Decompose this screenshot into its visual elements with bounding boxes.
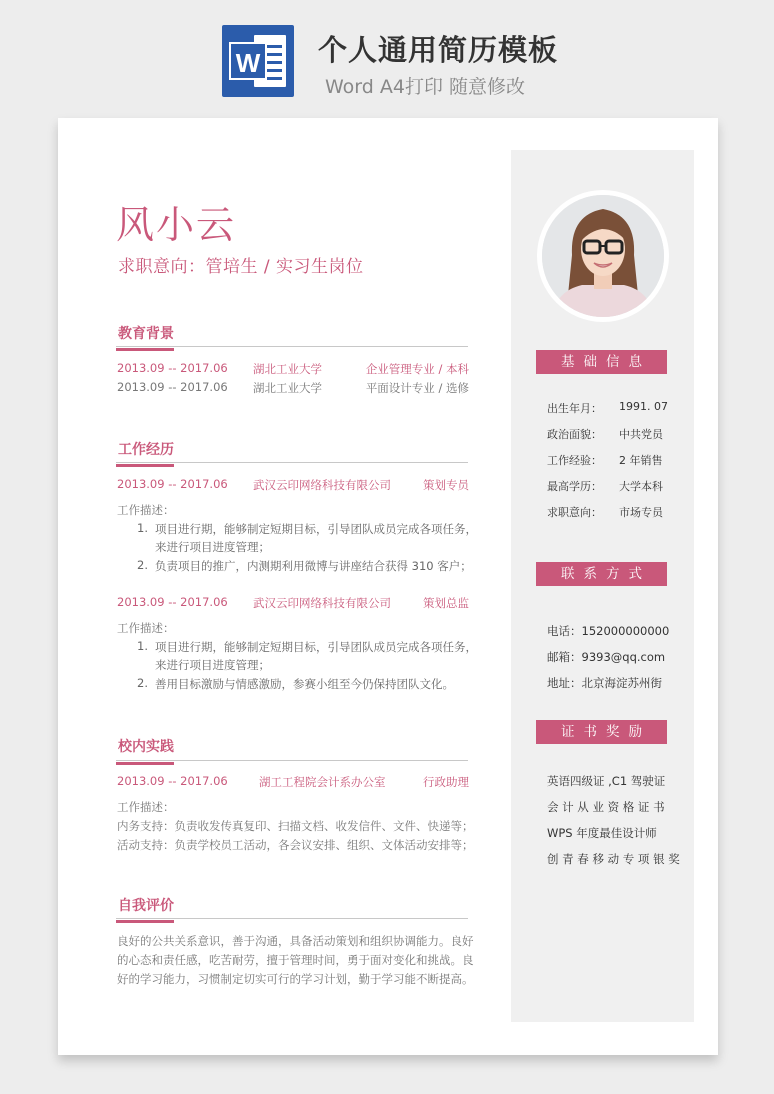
contact-email: 邮箱：9393@qq.com bbox=[547, 650, 666, 664]
candidate-name: 风小云 bbox=[116, 203, 237, 247]
job-company: 武汉云印网络科技有限公司 bbox=[253, 596, 391, 610]
cert-item: WPS 年度最佳设计师 bbox=[547, 826, 657, 840]
job-desc-label: 工作描述： bbox=[117, 621, 175, 635]
section-divider bbox=[116, 760, 468, 761]
job-header-row bbox=[117, 595, 469, 611]
campus-desc-label: 工作描述： bbox=[117, 800, 175, 814]
banner-subtitle: Word A4打印 随意修改 bbox=[325, 76, 526, 98]
education-major: 平面设计专业 / 选修 bbox=[365, 381, 469, 395]
education-date: 2013.09 -- 2017.06 bbox=[117, 361, 228, 375]
education-major: 企业管理专业 / 本科 bbox=[365, 362, 469, 376]
self-eval-line: 良好的公共关系意识，善于沟通，具备活动策划和组织协调能力。良好 bbox=[117, 934, 474, 948]
contact-phone: 电话：152000000000 bbox=[547, 624, 670, 638]
self-eval-line: 的心态和责任感，吃苦耐劳，擅于管理时间，勇于面对变化和挑战。良 bbox=[117, 953, 474, 967]
sidebar-heading-basic: 基础信息 bbox=[536, 350, 667, 374]
education-row bbox=[117, 361, 469, 377]
job-header-row bbox=[117, 477, 469, 493]
section-accent-bar bbox=[116, 762, 174, 765]
section-accent-bar bbox=[116, 348, 174, 351]
section-title-work: 工作经历 bbox=[118, 442, 174, 458]
word-app-icon bbox=[222, 25, 294, 97]
campus-role: 行政助理 bbox=[423, 775, 469, 789]
portrait-image bbox=[542, 195, 664, 317]
contact-address: 地址：北京海淀苏州街 bbox=[547, 676, 662, 690]
job-role: 策划总监 bbox=[423, 596, 469, 610]
campus-org: 湖工工程院会计系办公室 bbox=[259, 775, 386, 789]
campus-header-row bbox=[117, 774, 469, 790]
section-title-self: 自我评价 bbox=[118, 898, 174, 914]
cert-item: 会 计 从 业 资 格 证 书 bbox=[547, 800, 665, 814]
section-title-education: 教育背景 bbox=[118, 326, 174, 342]
section-divider bbox=[116, 346, 468, 347]
sidebar-heading-contact: 联系方式 bbox=[536, 562, 667, 586]
campus-desc-line: 活动支持：负责学校员工活动，各会议安排、组织、文体活动安排等； bbox=[117, 838, 474, 852]
banner-title: 个人通用简历模板 bbox=[318, 33, 559, 67]
campus-date: 2013.09 -- 2017.06 bbox=[117, 774, 228, 788]
education-row bbox=[117, 380, 469, 396]
page-banner bbox=[0, 0, 774, 112]
word-logo-letter: W bbox=[229, 42, 267, 80]
section-title-campus: 校内实践 bbox=[118, 739, 174, 755]
job-role: 策划专员 bbox=[423, 478, 469, 492]
job-date: 2013.09 -- 2017.06 bbox=[117, 477, 228, 491]
campus-desc-line: 内务支持：负责收发传真复印、扫描文档、收发信件、文件、快递等； bbox=[117, 819, 474, 833]
resume-page: 风小云 求职意向：管培生 / 实习生岗位 教育背景 2013.09 -- 2017.06 湖北工业大学 企业管理专业 / 本科 2013.09 -- 2017.06 湖北工业大学 平面设计专业 / 选修 工作经历 2013.09 -- 2017.06 武汉云印网络科技有限公司 策划专员 工作描述： 1. 项目进行期，能够制定短期目标，引导团队成员完成各项任务， 来进行项目进度管理； 2. 负责项目的推广，内测期利用微博与讲座结合获得 310 客户； 2013.09 -- 2017.06 武汉云印网络科技有限公司 策划总监 工作描述： 1. 项目进行期，能够制定短期目标，引导团队成员完成各项任务， 来进行项目进度管理； 2. 善用目标激励与情感激励，参赛小组至今仍保持团队文化。 校内实践 2013.09 -- 2017.06 湖工工程院会计系办公室 行政助理 工作描述： 内务支持：负责收发传真复印、扫描文档、收发信件、文件、快递等； 活动支持：负责学校员工活动，各会议安排、组织、文体活动安排等； 自我评价 良好的公共关系意识，善于沟通，具备活动策划和组织协调能力。良好 的心态和责任感，吃苦耐劳，擅于管理时间，勇于面对变化和挑战。良 好的学习能力，习惯制定切实可行的学习计划，勤于学习能不断提高。 基础信息 出生年月： 1991. 07 政治面貌： 中共党员 工作经验： 2 年销售 最高学历： 大学本科 求职意向： 市场专员 联系方式 电话：152000000000 邮箱：9393@qq.com 地址：北京海淀苏州街 证书奖励 英语四级证 ,C1 驾驶证 会 计 从 业 资 格 证 书 WPS 年度最佳设计师 创 青 春 移 动 专 项 银 奖 bbox=[58, 118, 718, 1055]
cert-item: 创 青 春 移 动 专 项 银 奖 bbox=[547, 852, 680, 866]
job-company: 武汉云印网络科技有限公司 bbox=[253, 478, 391, 492]
section-divider bbox=[116, 918, 468, 919]
section-accent-bar bbox=[116, 464, 174, 467]
education-school: 湖北工业大学 bbox=[253, 362, 322, 376]
job-desc-label: 工作描述： bbox=[117, 503, 175, 517]
education-school: 湖北工业大学 bbox=[253, 381, 322, 395]
self-eval-line: 好的学习能力，习惯制定切实可行的学习计划，勤于学习能不断提高。 bbox=[117, 972, 474, 986]
sidebar-heading-certs: 证书奖励 bbox=[536, 720, 667, 744]
cert-item: 英语四级证 ,C1 驾驶证 bbox=[547, 774, 666, 788]
job-date: 2013.09 -- 2017.06 bbox=[117, 595, 228, 609]
education-date: 2013.09 -- 2017.06 bbox=[117, 380, 228, 394]
profile-photo bbox=[537, 190, 669, 322]
section-divider bbox=[116, 462, 468, 463]
job-objective: 求职意向：管培生 / 实习生岗位 bbox=[118, 257, 364, 277]
section-accent-bar bbox=[116, 920, 174, 923]
